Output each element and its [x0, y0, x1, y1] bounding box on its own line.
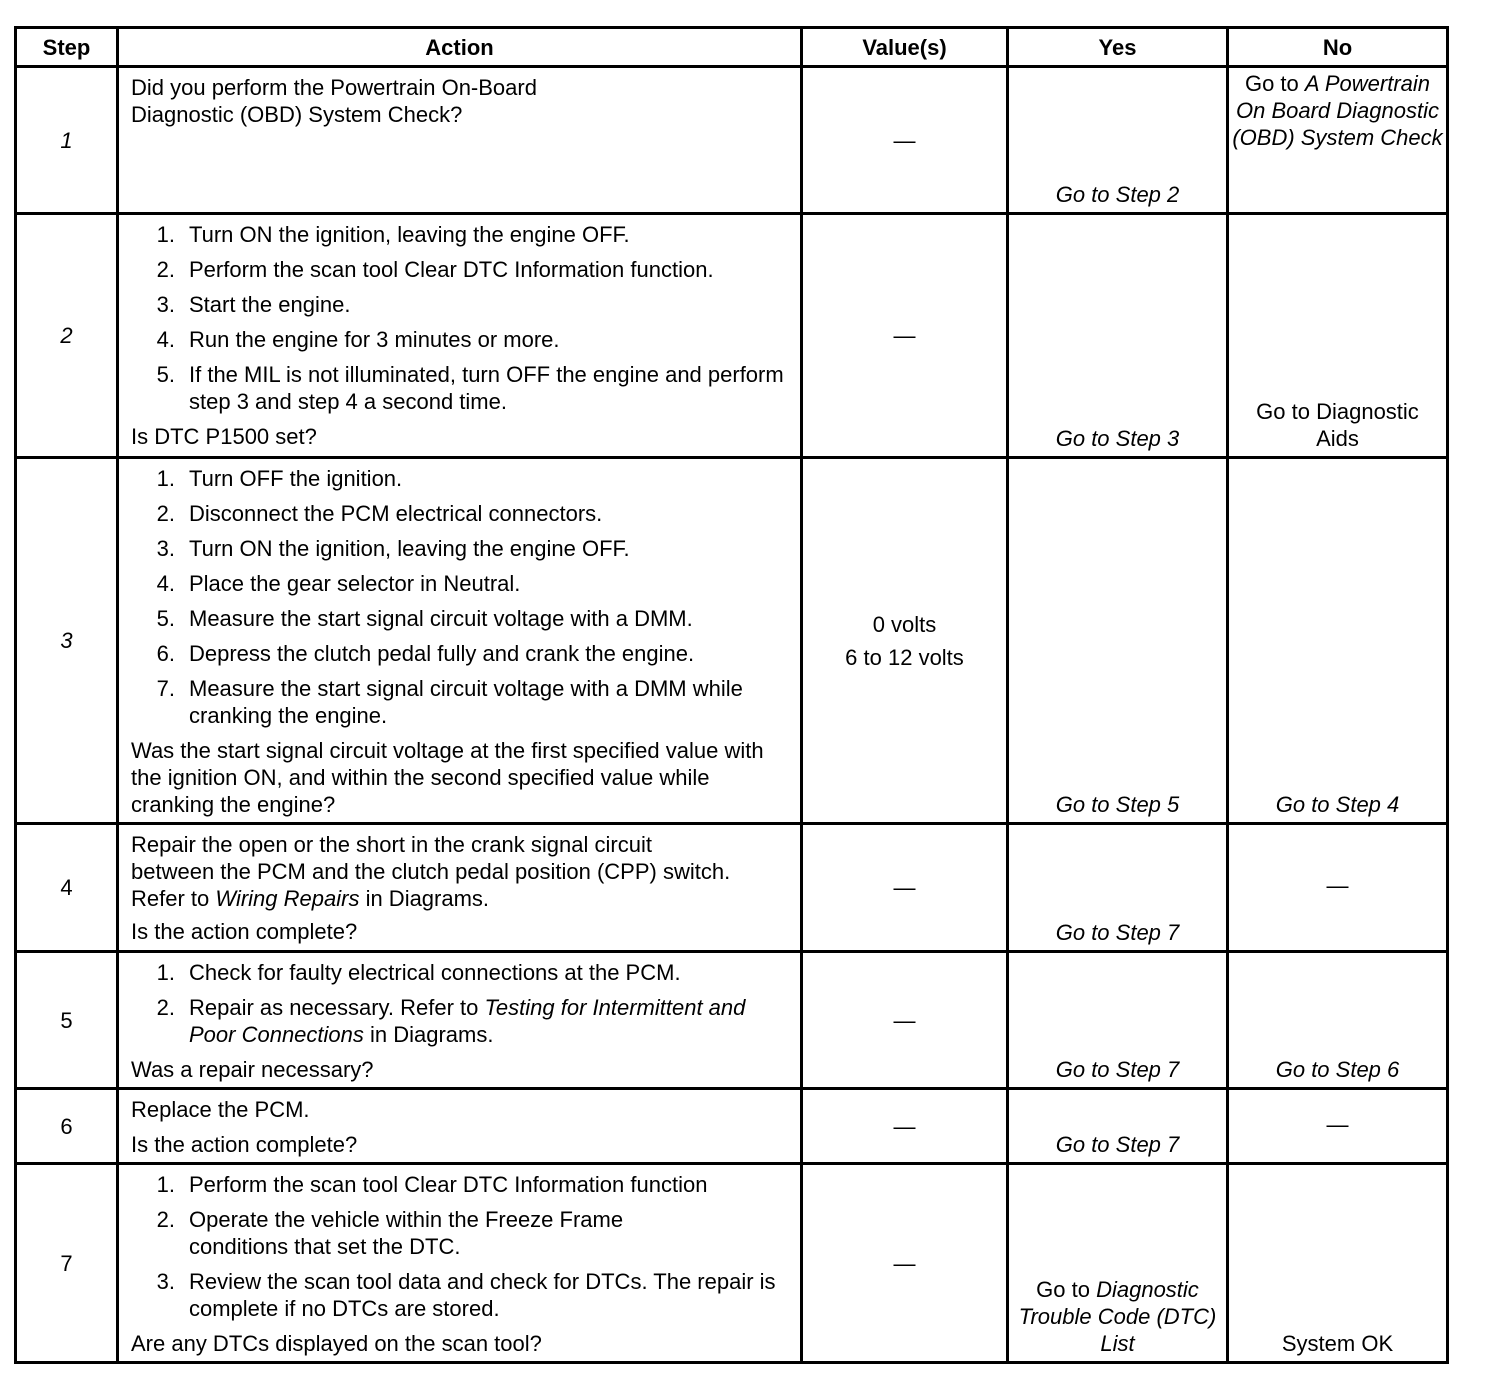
no-cell — [1228, 952, 1448, 1089]
step-number: 5 — [16, 952, 118, 1089]
yes-text: Go to Step 3 — [1055, 426, 1180, 451]
diagnostic-table — [14, 26, 1449, 1364]
no-cell — [1228, 458, 1448, 824]
no-cell: System OK — [1228, 1164, 1448, 1363]
no-link-text: A Powertrain On Board Diagnostic (OBD) System Check — [1232, 71, 1443, 150]
step-number: 4 — [16, 824, 118, 952]
yes-prefix: Go to — [1036, 1277, 1097, 1302]
instruction-list — [131, 1171, 788, 1322]
value-cell: — — [802, 824, 1008, 952]
header-yes: Yes — [1008, 28, 1228, 67]
yes-cell — [1008, 214, 1228, 458]
list-item: 3. Review the scan tool data and check for DTCs. The repair is complete if no DTCs are stored. — [156, 1269, 776, 1321]
value-cranking: 6 to 12 volts — [845, 644, 964, 670]
action-cell — [118, 952, 802, 1089]
yes-cell — [1008, 67, 1228, 214]
list-item: 1. Turn OFF the ignition. — [156, 466, 403, 491]
question-text: Is DTC P1500 set? — [131, 424, 317, 449]
table-row-step-6 — [16, 1089, 1448, 1164]
table-row-step-1 — [16, 67, 1448, 214]
no-text: Go to Step 4 — [1275, 792, 1400, 817]
yes-cell — [1008, 458, 1228, 824]
step-number: 1 — [16, 67, 118, 214]
list-item: 5. If the MIL is not illuminated, turn OFF the engine and perform step 3 and step 4 a second time. — [156, 362, 784, 414]
no-text: Go to Diagnostic Aids — [1256, 399, 1419, 451]
action-cell — [118, 67, 802, 214]
value-cell: — — [802, 952, 1008, 1089]
list-item: 1. Turn ON the ignition, leaving the engine OFF. — [156, 222, 630, 247]
yes-cell — [1008, 952, 1228, 1089]
step-number: 6 — [16, 1089, 118, 1164]
table-row-step-3 — [16, 458, 1448, 824]
table-row-step-5 — [16, 952, 1448, 1089]
step-number: 7 — [16, 1164, 118, 1363]
list-item: 4. Place the gear selector in Neutral. — [156, 571, 521, 596]
no-text: Go to Step 6 — [1275, 1057, 1400, 1082]
list-item: 2. Repair as necessary. Refer to Testing for Intermittent and Poor Connections in Diagrams. — [156, 995, 746, 1047]
value-cell: — — [802, 1089, 1008, 1164]
step-number: 3 — [16, 458, 118, 824]
list-item: 5. Measure the start signal circuit voltage with a DMM. — [156, 606, 693, 631]
action-text: Replace the PCM. — [131, 1097, 310, 1122]
list-item: 3. Turn ON the ignition, leaving the engine OFF. — [156, 536, 630, 561]
header-row — [16, 28, 1448, 67]
value-cell: — — [802, 67, 1008, 214]
table-row-step-2 — [16, 214, 1448, 458]
list-item: 2. Perform the scan tool Clear DTC Information function. — [156, 257, 714, 282]
no-cell: — — [1228, 1089, 1448, 1164]
header-action: Action — [118, 28, 802, 67]
question-text: Are any DTCs displayed on the scan tool? — [131, 1331, 542, 1356]
action-cell — [118, 458, 802, 824]
no-prefix: Go to — [1244, 71, 1305, 96]
value-cell — [802, 458, 1008, 824]
action-cell — [118, 1089, 802, 1164]
no-cell — [1228, 214, 1448, 458]
list-item: 6. Depress the clutch pedal fully and crank the engine. — [156, 641, 695, 666]
no-cell: — — [1228, 824, 1448, 952]
table-row-step-7 — [16, 1164, 1448, 1363]
step-number: 2 — [16, 214, 118, 458]
header-step: Step — [16, 28, 118, 67]
question-text: Is the action complete? — [131, 1132, 358, 1157]
value-cell: — — [802, 214, 1008, 458]
yes-text: Go to Step 5 — [1055, 792, 1180, 817]
question-text: Is the action complete? — [131, 919, 358, 944]
yes-text: Go to Step 7 — [1055, 920, 1180, 945]
value-cell: — — [802, 1164, 1008, 1363]
yes-link-text: Diagnostic Trouble Code (DTC) List — [1018, 1277, 1217, 1356]
action-cell — [118, 824, 802, 952]
no-cell — [1228, 67, 1448, 214]
action-text: Did you perform the Powertrain On-Board Diagnostic (OBD) System Check? — [131, 75, 537, 127]
question-text: Was a repair necessary? — [131, 1057, 374, 1082]
instruction-list — [131, 465, 788, 729]
yes-cell — [1008, 1164, 1228, 1363]
yes-cell — [1008, 1089, 1228, 1164]
list-item: 3. Start the engine. — [156, 292, 351, 317]
list-item: 1. Check for faulty electrical connections at the PCM. — [156, 960, 681, 985]
list-item: 2. Disconnect the PCM electrical connectors. — [156, 501, 603, 526]
list-item: 4. Run the engine for 3 minutes or more. — [156, 327, 560, 352]
header-no: No — [1228, 28, 1448, 67]
action-text: Repair the open or the short in the crank signal circuit between the PCM and the clutch pedal position (CPP) switch. Refer to Wiring Repairs in Diagrams. — [131, 832, 731, 911]
list-item: 7. Measure the start signal circuit voltage with a DMM while cranking the engine. — [156, 676, 743, 728]
instruction-list — [131, 221, 788, 415]
yes-text: Go to Step 7 — [1055, 1057, 1180, 1082]
yes-text: Go to Step 2 — [1055, 182, 1180, 207]
question-text: Was the start signal circuit voltage at the first specified value with the ignition ON, and within the second specified value while cranking the engine? — [131, 738, 764, 817]
value-ignition-on: 0 volts — [872, 611, 937, 637]
header-values: Value(s) — [802, 28, 1008, 67]
instruction-list — [131, 959, 788, 1048]
yes-text: Go to Step 7 — [1055, 1132, 1180, 1157]
action-cell — [118, 214, 802, 458]
list-item: 1. Perform the scan tool Clear DTC Information function — [156, 1172, 708, 1197]
list-item: 2. Operate the vehicle within the Freeze Frame conditions that set the DTC. — [156, 1207, 624, 1259]
action-cell — [118, 1164, 802, 1363]
yes-cell — [1008, 824, 1228, 952]
table-row-step-4 — [16, 824, 1448, 952]
